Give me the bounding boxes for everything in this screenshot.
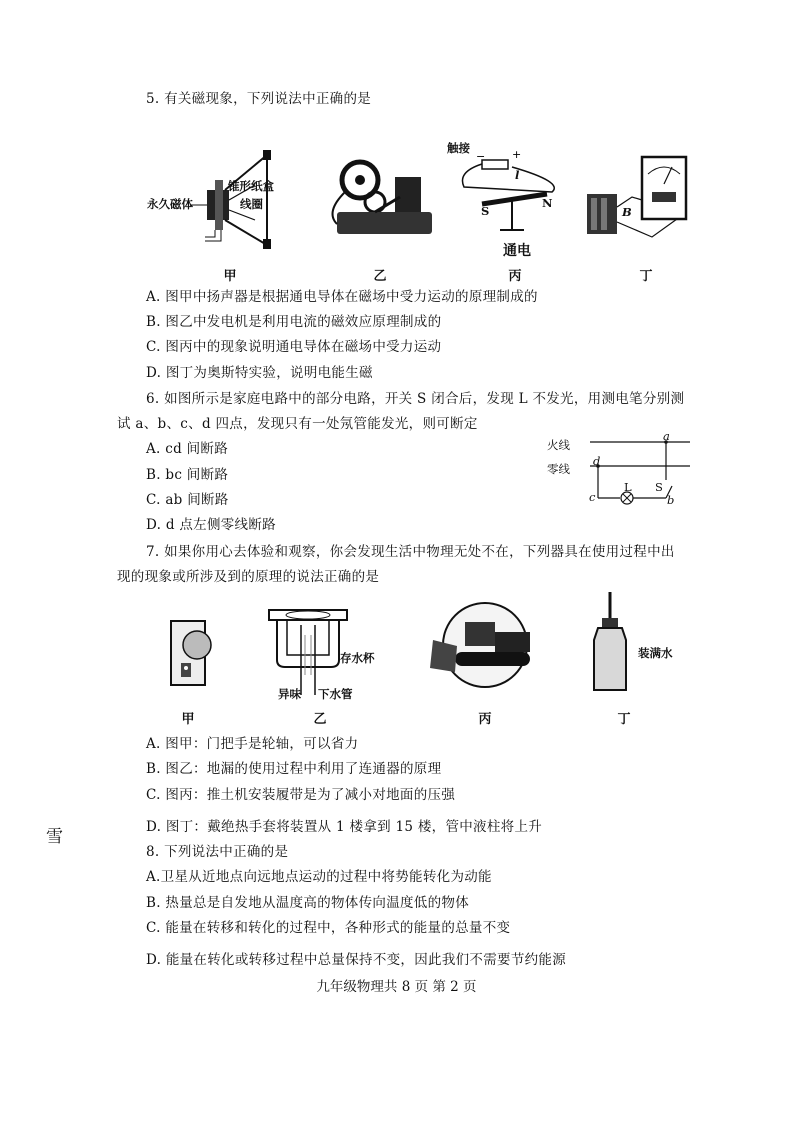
odor-label: 异味 (278, 687, 301, 701)
q5-figure-meter (582, 152, 692, 244)
q8-option-b: B. 热量总是自发地从温度高的物体传向温度低的物体 (146, 895, 470, 911)
q6-option-c: C. ab 间断路 (146, 492, 229, 508)
margin-character: 雪 (46, 827, 63, 847)
q5-option-a: A. 图甲中扬声器是根据通电导体在磁场中受力运动的原理制成的 (146, 289, 538, 305)
q7-option-a: A. 图甲：门把手是轮轴，可以省力 (146, 736, 359, 752)
lamp-label: L (624, 480, 632, 494)
q8-option-c: C. 能量在转移和转化的过程中，各种形式的能量的总量不变 (146, 920, 511, 936)
generator-drawing (325, 152, 435, 240)
bottle-drawing (588, 590, 638, 695)
door-knob-drawing (165, 615, 225, 690)
q5-figure-generator (325, 152, 435, 240)
wire-label: l (515, 168, 520, 182)
point-c-label: c (589, 490, 596, 504)
q5-option-d: D. 图丁为奥斯特实验，说明电能生磁 (146, 365, 373, 381)
q7-option-d: D. 图丁：戴绝热手套将装置从 1 楼拿到 15 楼，管中液柱将上升 (146, 819, 543, 835)
q7-caption-b: 乙 (313, 712, 327, 727)
q8-option-a: A.卫星从近地点向远地点运动的过程中将势能转化为动能 (146, 869, 492, 885)
full-water-label: 装满水 (638, 646, 673, 660)
q5-caption-c: 丙 (508, 269, 522, 284)
pole-n-label: N (542, 196, 553, 210)
q7-option-b: B. 图乙：地漏的使用过程中利用了连通器的原理 (146, 761, 442, 777)
q7-figure-bulldozer (425, 600, 545, 690)
q5-caption-a: 甲 (223, 269, 237, 284)
q5-caption-b: 乙 (373, 269, 387, 284)
water-cup-label: 存水杯 (340, 651, 375, 665)
q6-option-a: A. cd 间断路 (146, 441, 229, 457)
q7-stem-line2: 现的现象或所涉及到的原理的说法正确的是 (117, 569, 380, 585)
q7-caption-d: 丁 (617, 712, 631, 727)
meter-drawing (582, 152, 692, 244)
q5-option-c: C. 图丙中的现象说明通电导体在磁场中受力运动 (146, 339, 442, 355)
q7-figure-door-knob (165, 615, 225, 690)
q5-caption-d: 丁 (639, 269, 653, 284)
switch-label: S (655, 480, 663, 494)
pole-s-label: S (481, 204, 490, 218)
svg-text:−: − (476, 150, 486, 163)
live-wire-label: 火线 (547, 438, 570, 452)
q5-option-b: B. 图乙中发电机是利用电流的磁效应原理制成的 (146, 314, 442, 330)
q6-stem-line2: 试 a、b、c、d 四点，发现只有一处氖管能发光，则可断定 (117, 416, 478, 432)
q7-caption-a: 甲 (181, 712, 195, 727)
energized-label: 通电 (503, 243, 531, 259)
point-a-label: a (663, 429, 670, 443)
point-b-label: b (667, 493, 675, 507)
drain-pipe-label: 下水管 (318, 687, 353, 701)
svg-text:+: + (512, 148, 522, 161)
q7-caption-c: 丙 (478, 712, 492, 727)
q7-stem-line1: 7. 如果你用心去体验和观察，你会发现生活中物理无处不在，下列器具在使用过程中出 (146, 544, 675, 560)
q7-option-c: C. 图丙：推土机安装履带是为了减小对地面的压强 (146, 787, 456, 803)
bulldozer-drawing (425, 600, 545, 690)
q7-figure-bottle (588, 590, 638, 695)
touch-label: 触接 (447, 141, 470, 155)
point-d-label: d (593, 454, 601, 468)
q8-option-d: D. 能量在转化或转移过程中总量保持不变，因此我们不需要节约能源 (146, 952, 567, 968)
neutral-wire-label: 零线 (547, 462, 570, 476)
q6-stem-line1: 6. 如图所示是家庭电路中的部分电路，开关 S 闭合后，发现 L 不发光，用测电笔分别测 (146, 391, 685, 407)
q6-option-b: B. bc 间断路 (146, 467, 229, 483)
coil-label: 线圈 (240, 197, 263, 211)
q5-stem: 5. 有关磁现象，下列说法中正确的是 (146, 91, 372, 107)
page-footer: 九年级物理共 8 页 第 2 页 (316, 979, 477, 995)
field-b-label: B (622, 205, 632, 219)
q8-stem: 8. 下列说法中正确的是 (146, 844, 289, 860)
q6-option-d: D. d 点左侧零线断路 (146, 517, 276, 533)
permanent-magnet-label: 永久磁体 (147, 197, 193, 211)
cone-box-label: 锥形纸盒 (228, 179, 274, 193)
